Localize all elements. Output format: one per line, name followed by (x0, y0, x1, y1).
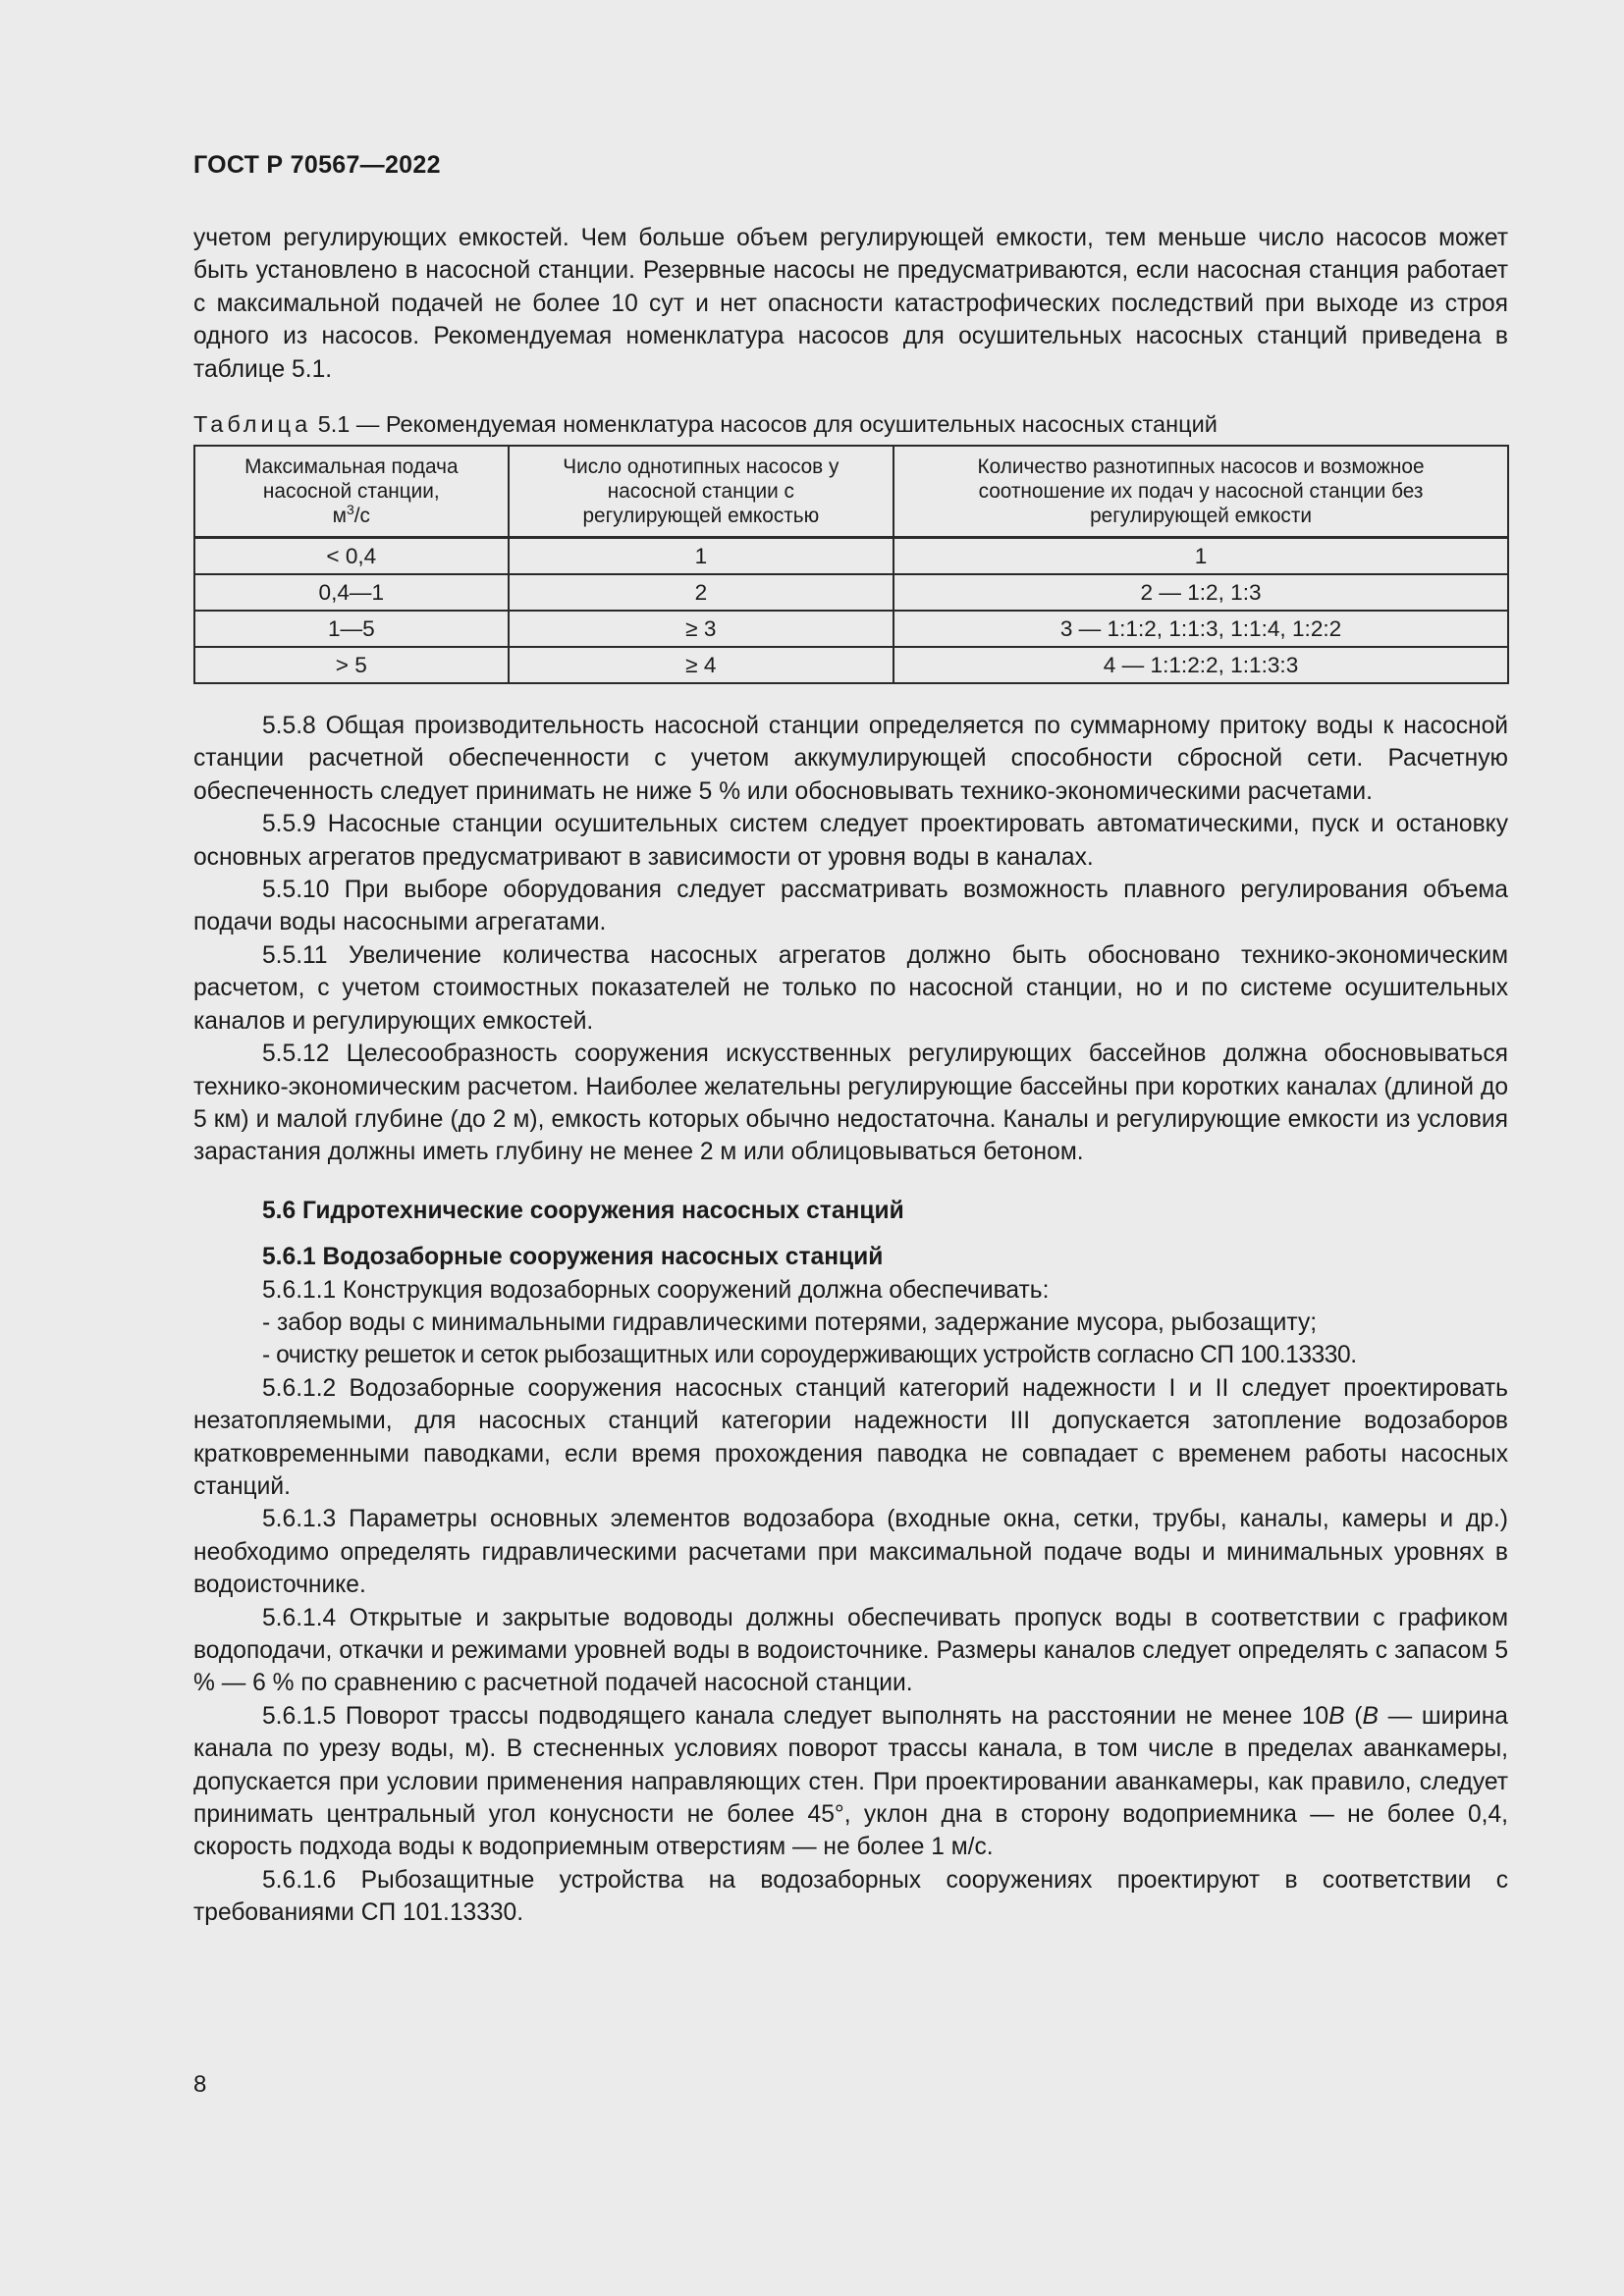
clause-5-6-1-4: 5.6.1.4 Открытые и закрытые водоводы должны обеспечивать пропуск воды в соответствии с графиком водоподачи, откачки и режимами уровней воды в водоисточнике. Размеры каналов следует определять с запасом 5 % — 6 % по сравнению с расчетной подачей насосной станции. (193, 1604, 1508, 1697)
table-caption (193, 409, 1508, 439)
table-cell: 1—5 (194, 611, 509, 647)
clause-5-5-10: 5.5.10 При выборе оборудования следует рассматривать возможность плавного регулирования объема подачи воды насосными агрегатами. (193, 877, 1508, 936)
clause-5-6-1-5-part: ( (1344, 1702, 1363, 1730)
clause-5-5-8: 5.5.8 Общая производительность насосной станции определяется по суммарному притоку воды к насосной станции расчетной обеспеченности с учетом аккумулирующей способности сбросной сети. Расчетную обеспеченность следует принимать не ниже 5 % или обосновывать технико-экономическими расчетами. (193, 713, 1508, 805)
table-cell: < 0,4 (194, 538, 509, 575)
table-cell: ≥ 3 (509, 611, 893, 647)
subsection-title-5-6-1: 5.6.1 Водозаборные сооружения насосных станций (262, 1244, 884, 1271)
document-header: ГОСТ Р 70567—2022 (193, 151, 441, 179)
clause-5-6-1-3: 5.6.1.3 Параметры основных элементов водозабора (входные окна, сетки, трубы, каналы, камеры и др.) необходимо определять гидравлическими расчетами при максимальной подаче воды и минимальных уровнях в водоисточнике. (193, 1506, 1508, 1599)
table-cell: 4 — 1:1:2:2, 1:1:3:3 (893, 647, 1508, 683)
clause-5-5-12: 5.5.12 Целесообразность сооружения искусственных регулирующих бассейнов должна обосновываться технико-экономическим расчетом. Наиболее желательны регулирующие бассейны при коротких каналах (длиной до 5 км) и малой глубине (до 2 м), емкость которых обычно недостаточна. Каналы и регулирующие емкости из условия зарастания должны иметь глубину не менее 2 м или облицовываться бетоном. (193, 1041, 1508, 1166)
clause-5-5-9: 5.5.9 Насосные станции осушительных систем следует проектировать автоматическими, пуск и остановку основных агрегатов предусматривают в зависимости от уровня воды в каналах. (193, 811, 1508, 871)
header-col1-unit-base: м (332, 505, 347, 528)
table-cell: 3 — 1:1:2, 1:1:3, 1:1:4, 1:2:2 (893, 611, 1508, 647)
table-cell: 2 (509, 574, 893, 611)
header-col2-text: Число однотипных насосов у насосной станции с регулирующей емкостью (563, 455, 839, 528)
table-cell: ≥ 4 (509, 647, 893, 683)
table-row (194, 538, 1508, 575)
clause-5-6-1-5-part: — ширина канала по урезу воды, м). В стесненных условиях поворот трассы канала, в том числе в пределах аванкамеры, допускается при условии применения направляющих стен. При проектировании аванкамеры, как правило, следует принимать центральный угол конусности не более 45°, уклон дна в сторону водоприемника — не более 0,4, скорость подхода воды к водоприемным отверстиям — не более 1 м/с. (193, 1702, 1508, 1861)
table-cell: 1 (509, 538, 893, 575)
table-header-different-type-pumps (893, 446, 1508, 538)
clause-5-6-1-5-part: 5.6.1.5 Поворот трассы подводящего канала следует выполнять на расстоянии не менее 10 (262, 1702, 1329, 1730)
page-number: 8 (193, 2071, 207, 2098)
table-caption-text: 5.1 — Рекомендуемая номенклатура насосов для осушительных насосных станций (317, 411, 1218, 438)
clause-5-6-1-2: 5.6.1.2 Водозаборные сооружения насосных станций категорий надежности I и II следует проектировать незатопляемыми, для насосных станций категории надежности III допускается затопление водозаборов кратковременными паводками, если время прохождения паводка не совпадает с временем работы насосных станций. (193, 1374, 1508, 1500)
table-row (194, 574, 1508, 611)
list-item: - очистку решеток и сеток рыбозащитных или сороудерживающих устройств согласно СП 100.13330. (262, 1342, 1357, 1369)
table-cell: > 5 (194, 647, 509, 683)
clause-5-6-1-6: 5.6.1.6 Рыбозащитные устройства на водозаборных сооружениях проектируют в соответствии с требованиями СП 101.13330. (193, 1866, 1508, 1927)
list-item: - забор воды с минимальными гидравлическими потерями, задержание мусора, рыбозащиту; (262, 1308, 1318, 1336)
clause-5-6-1-5-italic: B (1362, 1702, 1379, 1730)
section-title-5-6: 5.6 Гидротехнические сооружения насосных станций (262, 1197, 904, 1224)
page-content (193, 222, 1508, 1930)
table-cell: 0,4—1 (194, 574, 509, 611)
intro-paragraph: учетом регулирующих емкостей. Чем больше объем регулирующей емкости, тем меньше число насосов может быть установлено в насосной станции. Резервные насосы не предусматриваются, если насосная станция работает с максимальной подачей не более 10 сут и нет опасности катастрофических последствий при выходе из строя одного из насосов. Рекомендуемая номенклатура насосов для осушительных насосных станций приведена в таблице 5.1. (193, 225, 1508, 383)
pump-nomenclature-table (193, 445, 1509, 684)
table-cell: 2 — 1:2, 1:3 (893, 574, 1508, 611)
table-header-same-type-pumps (509, 446, 893, 538)
table-header-max-supply (194, 446, 509, 538)
clause-5-6-1-1: 5.6.1.1 Конструкция водозаборных сооружений должна обеспечивать: (262, 1276, 1050, 1304)
table-caption-word: Таблица (193, 411, 312, 438)
clause-5-6-1-5 (193, 1700, 1508, 1864)
header-col1-unit-sup: 3 (346, 502, 354, 518)
header-col3-text: Количество разнотипных насосов и возможное соотношение их подач у насосной станции без регулирующей емкости (977, 455, 1425, 528)
clause-5-5-11: 5.5.11 Увеличение количества насосных агрегатов должно быть обосновано технико-экономическим расчетом, с учетом стоимостных показателей не только по насосной станции, но и по системе осушительных каналов и регулирующих емкостей. (193, 941, 1508, 1035)
header-col1-line1: Максимальная подача (244, 455, 459, 479)
table-header-row (194, 446, 1508, 538)
table-cell: 1 (893, 538, 1508, 575)
header-col1-line2: насосной станции, (262, 480, 440, 504)
table-row (194, 611, 1508, 647)
header-col1-unit-tail: /с (353, 505, 370, 528)
table-row (194, 647, 1508, 683)
clause-5-6-1-5-italic: B (1328, 1702, 1345, 1730)
